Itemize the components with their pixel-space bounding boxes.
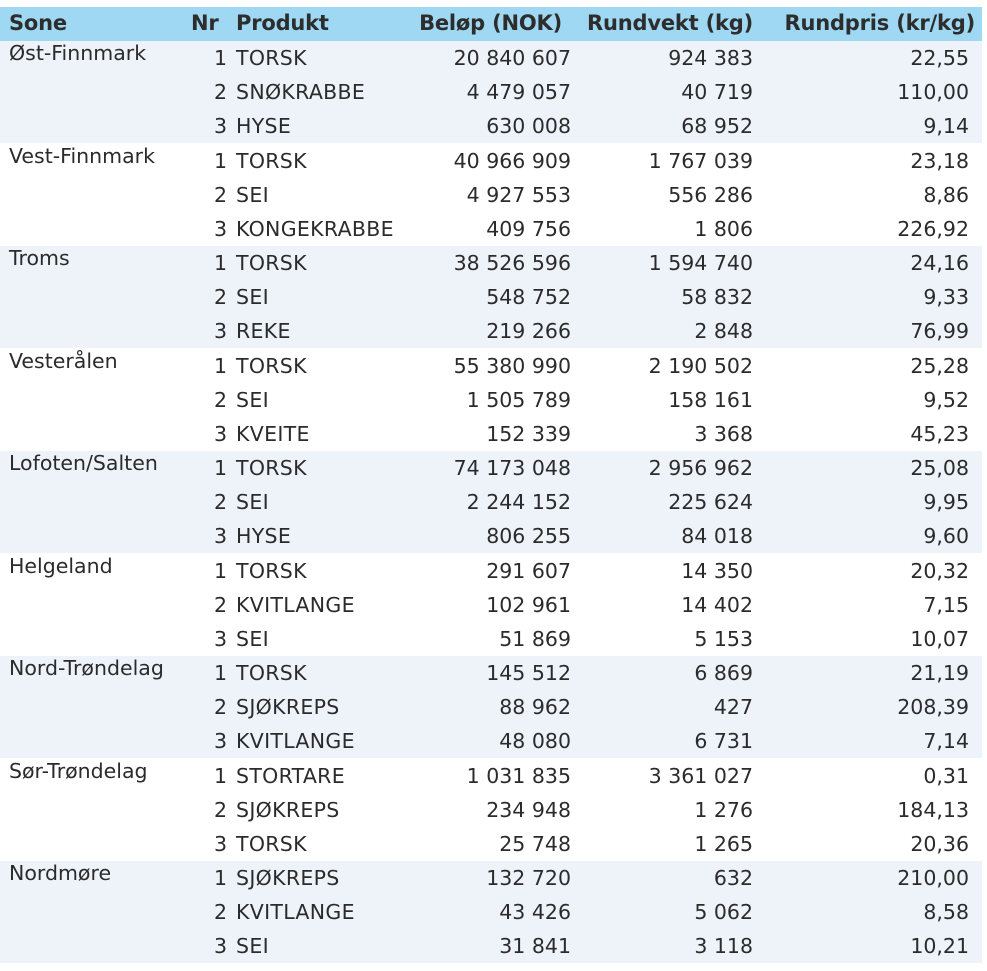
cell-rundvekt: 1 265 [694,831,753,856]
table-row [0,759,982,793]
cell-belop: 38 526 596 [453,251,571,275]
cell-nr: 3 [213,934,227,958]
table-row [0,75,982,109]
header-sone: Sone [9,11,67,35]
table-header [0,7,982,41]
cell-rundpris: 23,18 [910,148,969,173]
cell-rundvekt: 3 361 027 [648,763,753,788]
cell-rundvekt: 427 [713,695,753,719]
cell-produkt: KVEITE [236,421,310,446]
cell-produkt: SEI [236,490,269,514]
table-row [0,41,982,75]
cell-nr: 1 [213,763,227,788]
table-row [0,246,982,280]
cell-rundvekt: 58 832 [681,285,753,309]
cell-rundvekt: 158 161 [668,387,753,412]
cell-nr: 2 [213,592,227,617]
cell-belop: 548 752 [486,285,571,309]
cell-produkt: TORSK [236,148,307,173]
cell-rundpris: 9,52 [923,387,969,412]
table-row [0,178,982,212]
table-row [0,144,982,178]
table-group [0,554,982,656]
cell-rundpris: 45,23 [910,421,969,446]
cell-rundpris: 7,15 [923,592,969,617]
cell-rundvekt: 632 [713,866,753,890]
table-row [0,383,982,417]
cell-rundvekt: 5 153 [694,626,753,651]
cell-produkt: REKE [236,319,291,343]
cell-rundpris: 0,31 [923,763,969,788]
cell-nr: 1 [213,866,227,890]
cell-rundpris: 210,00 [897,866,969,890]
table-row [0,929,982,963]
table-group [0,144,982,246]
cell-rundpris: 24,16 [910,251,969,275]
table-group [0,451,982,553]
table-row [0,793,982,827]
cell-produkt: SEI [236,285,269,309]
header-belop: Beløp (NOK) [419,11,562,35]
cell-rundvekt: 225 624 [668,490,753,514]
cell-nr: 1 [213,46,227,70]
cell-belop: 20 840 607 [453,46,571,70]
cell-rundpris: 110,00 [897,80,969,104]
cell-belop: 40 966 909 [453,148,571,173]
cell-belop: 55 380 990 [453,353,571,378]
cell-nr: 3 [213,216,227,241]
header-produkt: Produkt [236,11,329,35]
cell-belop: 51 869 [499,626,571,651]
table-row [0,314,982,348]
cell-belop: 102 961 [486,592,571,617]
cell-nr: 2 [213,80,227,104]
cell-rundvekt: 2 956 962 [648,456,753,480]
cell-rundpris: 25,08 [910,456,969,480]
cell-produkt: KONGEKRABBE [236,216,394,241]
cell-belop: 291 607 [486,558,571,583]
cell-nr: 3 [213,319,227,343]
cell-rundvekt: 14 402 [681,592,753,617]
table-group [0,759,982,861]
cell-rundvekt: 556 286 [668,182,753,207]
cell-rundpris: 184,13 [897,797,969,822]
table-row [0,212,982,246]
cell-rundvekt: 1 767 039 [648,148,753,173]
cell-nr: 2 [213,490,227,514]
cell-rundpris: 10,07 [910,626,969,651]
cell-rundpris: 21,19 [910,661,969,685]
table-group [0,246,982,348]
cell-produkt: HYSE [236,524,292,548]
cell-belop: 152 339 [486,421,571,446]
table-row [0,588,982,622]
cell-produkt: TORSK [236,661,307,685]
cell-produkt: SJØKREPS [236,797,340,822]
table-row [0,554,982,588]
table-row [0,861,982,895]
header-rundpris: Rundpris (kr/kg) [784,11,975,35]
table-group [0,349,982,451]
cell-produkt: KVITLANGE [236,729,355,753]
cell-produkt: KVITLANGE [236,592,355,617]
cell-rundpris: 9,14 [923,114,969,138]
cell-nr: 3 [213,421,227,446]
cell-rundvekt: 3 368 [694,421,753,446]
cell-rundvekt: 3 118 [694,934,753,958]
cell-nr: 3 [213,524,227,548]
table-row [0,622,982,656]
sone-label: Nord-Trøndelag [9,656,164,680]
cell-nr: 1 [213,251,227,275]
cell-nr: 3 [213,831,227,856]
cell-rundpris: 76,99 [910,319,969,343]
cell-rundvekt: 2 848 [694,319,753,343]
cell-produkt: TORSK [236,353,307,378]
table-row [0,417,982,451]
table-row [0,451,982,485]
cell-belop: 1 505 789 [466,387,571,412]
cell-belop: 132 720 [486,866,571,890]
table-row [0,827,982,861]
cell-nr: 3 [213,626,227,651]
sone-label: Vesterålen [9,348,118,373]
cell-belop: 74 173 048 [453,456,571,480]
cell-belop: 25 748 [499,831,571,856]
cell-belop: 48 080 [499,729,571,753]
header-nr: Nr [191,11,219,35]
sone-label: Øst-Finnmark [9,41,147,65]
cell-nr: 1 [213,456,227,480]
cell-rundvekt: 1 276 [694,797,753,822]
table-group [0,861,982,963]
sone-label: Vest-Finnmark [9,143,155,168]
cell-rundvekt: 6 869 [694,661,753,685]
cell-rundpris: 20,32 [910,558,969,583]
sone-label: Sør-Trøndelag [9,758,148,783]
cell-rundvekt: 14 350 [681,558,753,583]
cell-belop: 806 255 [486,524,571,548]
cell-produkt: KVITLANGE [236,900,355,924]
cell-rundpris: 9,33 [923,285,969,309]
table-group [0,656,982,758]
cell-nr: 3 [213,114,227,138]
cell-produkt: TORSK [236,831,307,856]
sone-label: Lofoten/Salten [9,451,158,475]
cell-belop: 43 426 [499,900,571,924]
cell-produkt: TORSK [236,558,307,583]
cell-belop: 630 008 [486,114,571,138]
cell-rundpris: 226,92 [897,216,969,241]
cell-belop: 234 948 [486,797,571,822]
cell-rundvekt: 68 952 [681,114,753,138]
cell-produkt: SJØKREPS [236,695,340,719]
cell-rundpris: 7,14 [923,729,969,753]
cell-rundvekt: 40 719 [681,80,753,104]
cell-nr: 1 [213,661,227,685]
cell-nr: 1 [213,558,227,583]
cell-rundvekt: 2 190 502 [648,353,753,378]
sone-label: Troms [9,246,70,270]
cell-produkt: TORSK [236,456,307,480]
cell-nr: 2 [213,387,227,412]
cell-rundpris: 25,28 [910,353,969,378]
cell-belop: 2 244 152 [466,490,571,514]
cell-nr: 3 [213,729,227,753]
cell-rundvekt: 84 018 [681,524,753,548]
sone-label: Helgeland [9,553,113,578]
cell-produkt: SEI [236,934,269,958]
cell-rundvekt: 6 731 [694,729,753,753]
cell-rundpris: 8,58 [923,900,969,924]
cell-rundvekt: 924 383 [668,46,753,70]
table-group [0,41,982,143]
cell-produkt: TORSK [236,46,307,70]
cell-belop: 409 756 [486,216,571,241]
table-row [0,724,982,758]
cell-rundvekt: 1 594 740 [648,251,753,275]
cell-rundpris: 208,39 [897,695,969,719]
cell-rundpris: 9,95 [923,490,969,514]
cell-rundpris: 9,60 [923,524,969,548]
table-row [0,109,982,143]
cell-produkt: TORSK [236,251,307,275]
header-rundvekt: Rundvekt (kg) [587,11,753,35]
cell-nr: 2 [213,900,227,924]
table-row [0,280,982,314]
cell-produkt: SEI [236,626,269,651]
cell-nr: 1 [213,148,227,173]
cell-nr: 2 [213,182,227,207]
table-row [0,690,982,724]
cell-produkt: STORTARE [236,763,345,788]
cell-belop: 145 512 [486,661,571,685]
cell-nr: 1 [213,353,227,378]
table-row [0,895,982,929]
sone-label: Nordmøre [9,861,112,885]
cell-rundpris: 8,86 [923,182,969,207]
table-row [0,656,982,690]
cell-belop: 219 266 [486,319,571,343]
table-row [0,349,982,383]
cell-belop: 88 962 [499,695,571,719]
table-row [0,485,982,519]
table-row [0,519,982,553]
cell-produkt: SJØKREPS [236,866,340,890]
cell-produkt: SNØKRABBE [236,80,366,104]
cell-belop: 31 841 [499,934,571,958]
cell-rundpris: 10,21 [910,934,969,958]
cell-rundpris: 20,36 [910,831,969,856]
cell-nr: 2 [213,285,227,309]
cell-rundpris: 22,55 [910,46,969,70]
cell-belop: 4 479 057 [466,80,571,104]
cell-rundvekt: 5 062 [694,900,753,924]
cell-nr: 2 [213,695,227,719]
cell-produkt: HYSE [236,114,292,138]
cell-nr: 2 [213,797,227,822]
cell-rundvekt: 1 806 [694,216,753,241]
cell-produkt: SEI [236,182,269,207]
cell-belop: 4 927 553 [466,182,571,207]
cell-produkt: SEI [236,387,269,412]
cell-belop: 1 031 835 [466,763,571,788]
